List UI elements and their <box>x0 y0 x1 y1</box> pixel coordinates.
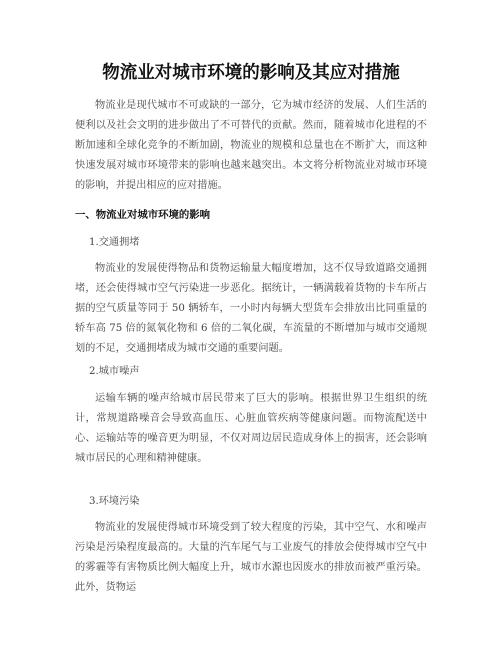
paragraph-noise: 运输车辆的噪声给城市居民带来了巨大的影响。根据世界卫生组织的统计，常规道路噪音会导致高血压、心脏血管疾病等健康问题。而物流配送中心、运输站等的噪音更为明显，不仅对周边居民造成身体上的损害，还会影响城市居民的心理和精神健康。 <box>75 393 427 464</box>
section-heading: 一、物流业对城市环境的影响 <box>75 209 211 221</box>
subsection-heading-pollution: 3.环境污染 <box>89 496 140 507</box>
document-title: 物流业对城市环境的影响及其应对措施 <box>102 63 400 83</box>
paragraph-pollution: 物流业的发展使得城市环境受到了较大程度的污染，其中空气、水和噪声污染是污染程度最高的。大量的汽车尾气与工业废气的排放会使得城市空气中的雾霾等有害物质比例大幅度上升，城市水源也因废水的排放而被严重污染。此外，货物运 <box>75 522 427 593</box>
subsection-heading-noise: 2.城市噪声 <box>89 366 140 377</box>
intro-paragraph: 物流业是现代城市不可或缺的一部分，它为城市经济的发展、人们生活的便利以及社会文明的进步做出了不可替代的贡献。然而，随着城市化进程的不断加速和全球化竞争的不断加剧，物流业的规模和总量也在不断扩大，而这种快速发展对城市环境带来的影响也越来越突出。本文将分析物流业对城市环境的影响，并提出相应的应对措施。 <box>75 100 427 191</box>
paragraph-traffic: 物流业的发展使得物品和货物运输量大幅度增加，这不仅导致道路交通拥堵，还会使得城市空气污染进一步恶化。据统计，一辆满载着货物的卡车所占据的空气质量等同于 50 辆轿车，一小时内每辆大型货车会排放出比同重量的轿车高 75 倍的氮氧化物和 6 倍的二氧化碳，车流量的不断增加与城市交通规划的不足，交通拥堵成为城市交通的重要问题。 <box>75 263 427 354</box>
subsection-heading-traffic: 1.交通拥堵 <box>89 237 140 248</box>
